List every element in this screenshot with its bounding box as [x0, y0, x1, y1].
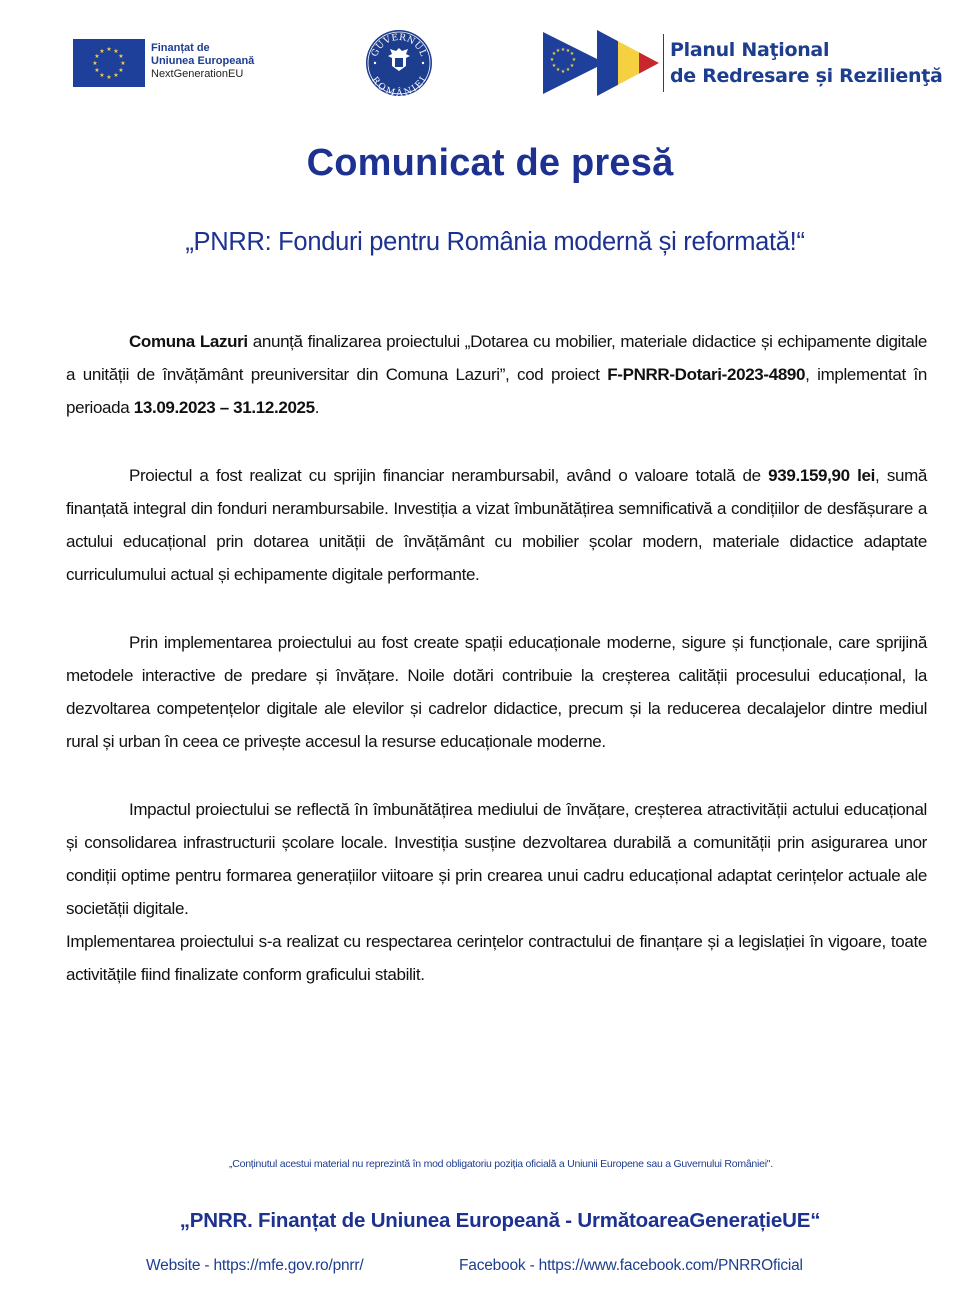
svg-text:★: ★ — [99, 48, 105, 55]
svg-text:★: ★ — [549, 57, 555, 63]
svg-text:★: ★ — [551, 51, 557, 57]
eu-flag-icon — [73, 39, 145, 87]
facebook-link-container — [459, 1257, 803, 1275]
paragraph-text: Proiectul a fost realizat cu sprijin financiar nerambursabil, având o valoare totală de — [129, 466, 769, 485]
svg-text:★: ★ — [560, 47, 566, 53]
project-code: F-PNRR-Dotari-2023-4890 — [607, 365, 806, 384]
government-romania-seal-icon — [364, 28, 434, 98]
disclaimer-text: „Conținutul acestui material nu reprezintă în mod obligatoriu poziția oficială a Uniunii Europene sau a Guvernului României". — [229, 1158, 773, 1170]
page-title: Comunicat de presă — [306, 142, 674, 184]
paragraph-text: anunță finalizarea proiectului „Dotarea cu mobilier, materiale didactice și echipamente digitale a unității de învățământ preuniversitar din Comuna Lazuri”, cod proiect — [66, 332, 927, 384]
pnrr-logo-line1: Planul Naţional — [670, 39, 830, 61]
page-subtitle: „PNRR: Fonduri pentru România modernă și reformată!“ — [185, 228, 805, 256]
eu-funding-logo — [73, 39, 254, 87]
eu-logo-line2: Uniunea Europeană — [151, 55, 255, 67]
project-period: 13.09.2023 – 31.12.2025 — [133, 398, 315, 417]
beneficiary-name: Comuna Lazuri — [129, 332, 248, 351]
svg-text:ROMÂNIEI: ROMÂNIEI — [369, 75, 429, 98]
svg-text:GUVERNUL: GUVERNUL — [370, 32, 428, 59]
svg-text:★: ★ — [118, 67, 124, 74]
pnrr-logo — [543, 30, 943, 96]
svg-text:★: ★ — [92, 60, 98, 67]
pnrr-flag-chevrons-icon — [543, 30, 659, 96]
paragraph-funding — [66, 459, 927, 591]
svg-text:★: ★ — [555, 67, 561, 73]
paragraph-text: , implementat în perioada — [66, 365, 927, 417]
paragraph-impact: Impactul proiectului se reflectă în îmbunătățirea mediului de învățare, creșterea atractivității actului educațional și consolidarea infrastructurii școlare locale. Investiția susține dezvoltarea durabilă a comunității prin asigurarea unor condiții optime pentru formarea generațiilor viitoare și prin crearea unui cadru educațional adaptat cerințelor actuale ale societății digitale. — [66, 800, 927, 918]
svg-text:★: ★ — [94, 53, 100, 60]
footer-slogan: „PNRR. Finanțat de Uniunea Europeană - UrmătoareaGenerațieUE“ — [179, 1209, 821, 1232]
svg-text:★: ★ — [571, 57, 577, 63]
svg-text:★: ★ — [113, 48, 119, 55]
svg-text:★: ★ — [106, 46, 112, 53]
paragraph-compliance: Implementarea proiectului s-a realizat cu respectarea cerințelor contractului de finanțare și a legislației în vigoare, toate activitățile fiind finalizate conform graficului stabilit. — [66, 932, 927, 984]
website-link-container — [146, 1257, 363, 1275]
logo-divider — [663, 34, 664, 92]
pnrr-logo-text — [670, 37, 943, 89]
svg-text:★: ★ — [551, 63, 557, 69]
svg-text:★: ★ — [569, 51, 575, 57]
svg-text:★: ★ — [565, 48, 571, 54]
paragraph-text: . — [314, 398, 320, 417]
website-link[interactable]: Website - https://mfe.gov.ro/pnrr/ — [146, 1257, 364, 1274]
svg-text:★: ★ — [94, 67, 100, 74]
svg-text:★: ★ — [565, 67, 571, 73]
eu-logo-line1: Finanțat de — [151, 42, 210, 54]
project-value: 939.159,90 lei — [768, 466, 876, 485]
svg-text:★: ★ — [560, 69, 566, 75]
svg-text:★: ★ — [555, 48, 561, 54]
svg-text:★: ★ — [120, 60, 126, 67]
facebook-link[interactable]: Facebook - https://www.facebook.com/PNRROficial — [459, 1257, 803, 1274]
svg-text:★: ★ — [113, 72, 119, 79]
svg-text:★: ★ — [99, 72, 105, 79]
pnrr-logo-line2: de Redresare și Rezilienţă — [670, 65, 943, 87]
eu-logo-text — [151, 42, 254, 81]
svg-text:★: ★ — [569, 63, 575, 69]
paragraph-results: Prin implementarea proiectului au fost create spații educaționale moderne, sigure și funcționale, care sprijină metodele interactive de predare și învățare. Noile dotări contribuie la creșterea calității procesului educațional, la dezvoltarea competențelor digitale ale elevilor și cadrelor didactice, precum și la reducerea decalajelor dintre mediul rural și urban în ceea ce privește accesul la resurse educaționale moderne. — [66, 633, 927, 751]
paragraph-project-announcement — [66, 325, 927, 424]
svg-text:★: ★ — [118, 53, 124, 60]
press-release-body — [66, 325, 927, 991]
svg-text:★: ★ — [106, 74, 112, 81]
paragraph-text: , sumă finanțată integral din fonduri nerambursabile. Investiția a vizat îmbunătățirea semnificativă a condițiilor de desfășurare a actului educațional prin dotarea unității de învățământ cu mobilier școlar modern, materiale didactice adaptate curriculumului actual și echipamente digitale performante. — [66, 466, 927, 584]
eu-logo-line3: NextGenerationEU — [151, 68, 244, 80]
